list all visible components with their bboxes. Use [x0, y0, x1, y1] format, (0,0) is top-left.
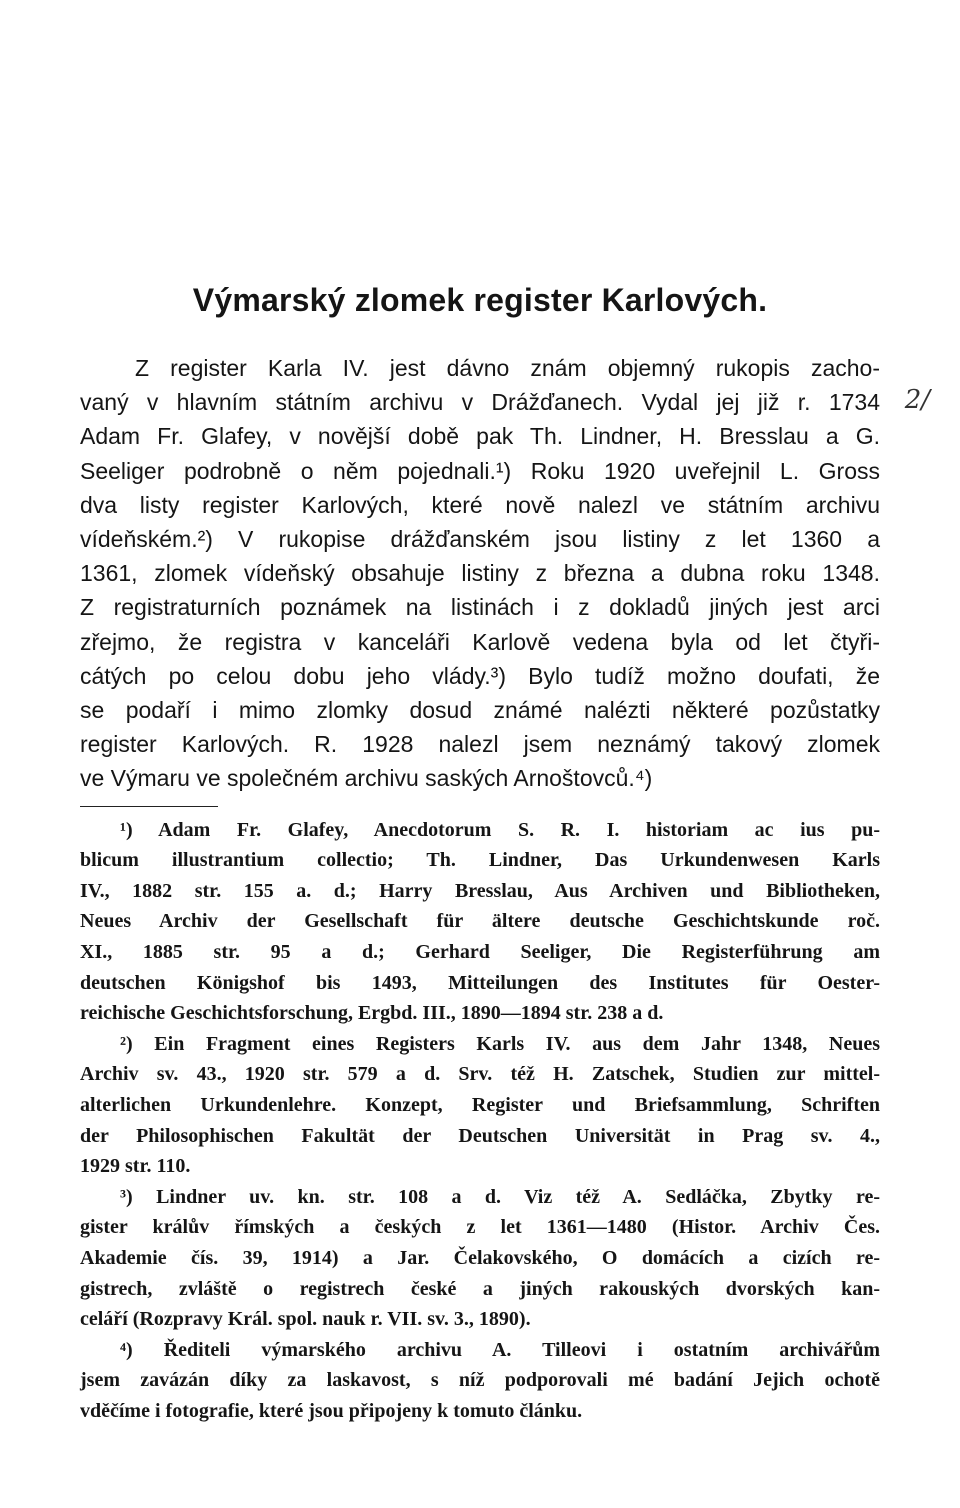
- footnote-line: gistrech, zvláště o registrech české a jiných rakouských dvorských kan-: [80, 1277, 880, 1300]
- footnotes: [80, 815, 880, 1427]
- footnote-divider: [80, 806, 218, 807]
- footnote-line: reichische Geschichtsforschung, Ergbd. III., 1890—1894 str. 238 a d.: [80, 1002, 664, 1025]
- article-body: [80, 351, 930, 796]
- footnote-line: der Philosophischen Fakultät der Deutschen Universität in Prag sv. 4.,: [80, 1124, 880, 1147]
- footnote-line: jsem zavázán díky za laskavost, s níž podporovali mé badání Jejich ochotě: [80, 1369, 880, 1392]
- footnote-line: alterlichen Urkundenlehre. Konzept, Register und Briefsammlung, Schriften: [80, 1093, 880, 1116]
- body-line: zřejmo, že registra v kanceláři Karlově vedena byla od let čtyři-: [80, 628, 880, 655]
- footnote-1: [80, 815, 880, 1029]
- body-line: ve Výmaru ve společném archivu saských Arnoštovců.⁴): [80, 765, 653, 792]
- footnote-line: Akademie čís. 39, 1914) a Jar. Čelakovského, O domácích a cizích re-: [80, 1246, 880, 1269]
- handwritten-margin-mark: 2/: [904, 385, 930, 416]
- footnote-line: XI., 1885 str. 95 a d.; Gerhard Seeliger, Die Registerführung am: [80, 941, 880, 964]
- footnote-3: [80, 1182, 880, 1335]
- body-line: Z register Karla IV. jest dávno znám objemný rukopis zacho-: [135, 355, 880, 381]
- body-line: register Karlových. R. 1928 nalezl jsem neznámý takový zlomek: [80, 731, 880, 758]
- footnote-line: IV., 1882 str. 155 a. d.; Harry Bresslau, Aus Archiven und Bibliotheken,: [80, 879, 880, 902]
- footnote-2: [80, 1029, 880, 1182]
- footnote-line: ²) Ein Fragment eines Registers Karls IV. aus dem Jahr 1348, Neues: [120, 1032, 880, 1055]
- body-line: vídeňském.²) V rukopise drážďanském jsou listiny z let 1360 a: [80, 526, 880, 553]
- footnote-line: gister králův římských a českých z let 1361—1480 (Histor. Archiv Čes.: [80, 1216, 880, 1239]
- body-line: 1361, zlomek vídeňský obsahuje listiny z března a dubna roku 1348.: [80, 560, 880, 587]
- footnote-4: [80, 1335, 880, 1427]
- body-line: vaný v hlavním státním archivu v Drážďanech. Vydal jej již r. 1734: [80, 389, 880, 416]
- body-line: se podaří i mimo zlomky dosud známé nalézti některé pozůstatky: [80, 697, 880, 724]
- body-line: Z registraturních poznámek na listinách i z dokladů jiných jest arci: [80, 594, 880, 621]
- body-line: cátých po celou dobu jeho vlády.³) Bylo tudíž možno doufati, že: [80, 662, 880, 689]
- footnote-line: ⁴) Řediteli výmarského archivu A. Tilleovi i ostatním archivářům: [120, 1338, 880, 1361]
- body-line: dva listy register Karlových, které nově nalezl ve státním archivu: [80, 491, 880, 518]
- footnote-line: deutschen Königshof bis 1493, Mitteilungen des Institutes für Oester-: [80, 971, 880, 994]
- footnote-line: vděčíme i fotografie, které jsou připojeny k tomuto článku.: [80, 1399, 583, 1422]
- footnote-line: blicum illustrantium collectio; Th. Lindner, Das Urkundenwesen Karls: [80, 849, 880, 872]
- footnote-line: Neues Archiv der Gesellschaft für ältere deutsche Geschichtskunde roč.: [80, 910, 880, 933]
- footnote-line: celáří (Rozpravy Král. spol. nauk r. VII. sv. 3., 1890).: [80, 1308, 531, 1331]
- article: [80, 270, 930, 1427]
- body-line: Seeliger podrobně o něm pojednali.¹) Roku 1920 uveřejnil L. Gross: [80, 457, 880, 484]
- footnote-line: ¹) Adam Fr. Glafey, Anecdotorum S. R. I. historiam ac ius pu-: [120, 818, 880, 841]
- footnote-line: ³) Lindner uv. kn. str. 108 a d. Viz též A. Sedláčka, Zbytky re-: [120, 1185, 880, 1208]
- body-line: Adam Fr. Glafey, v novější době pak Th. Lindner, H. Bresslau a G.: [80, 423, 880, 450]
- footnote-line: 1929 str. 110.: [80, 1155, 191, 1178]
- footnote-line: Archiv sv. 43., 1920 str. 579 a d. Srv. též H. Zatschek, Studien zur mittel-: [80, 1063, 880, 1086]
- article-title: Výmarský zlomek register Karlových.: [192, 282, 768, 318]
